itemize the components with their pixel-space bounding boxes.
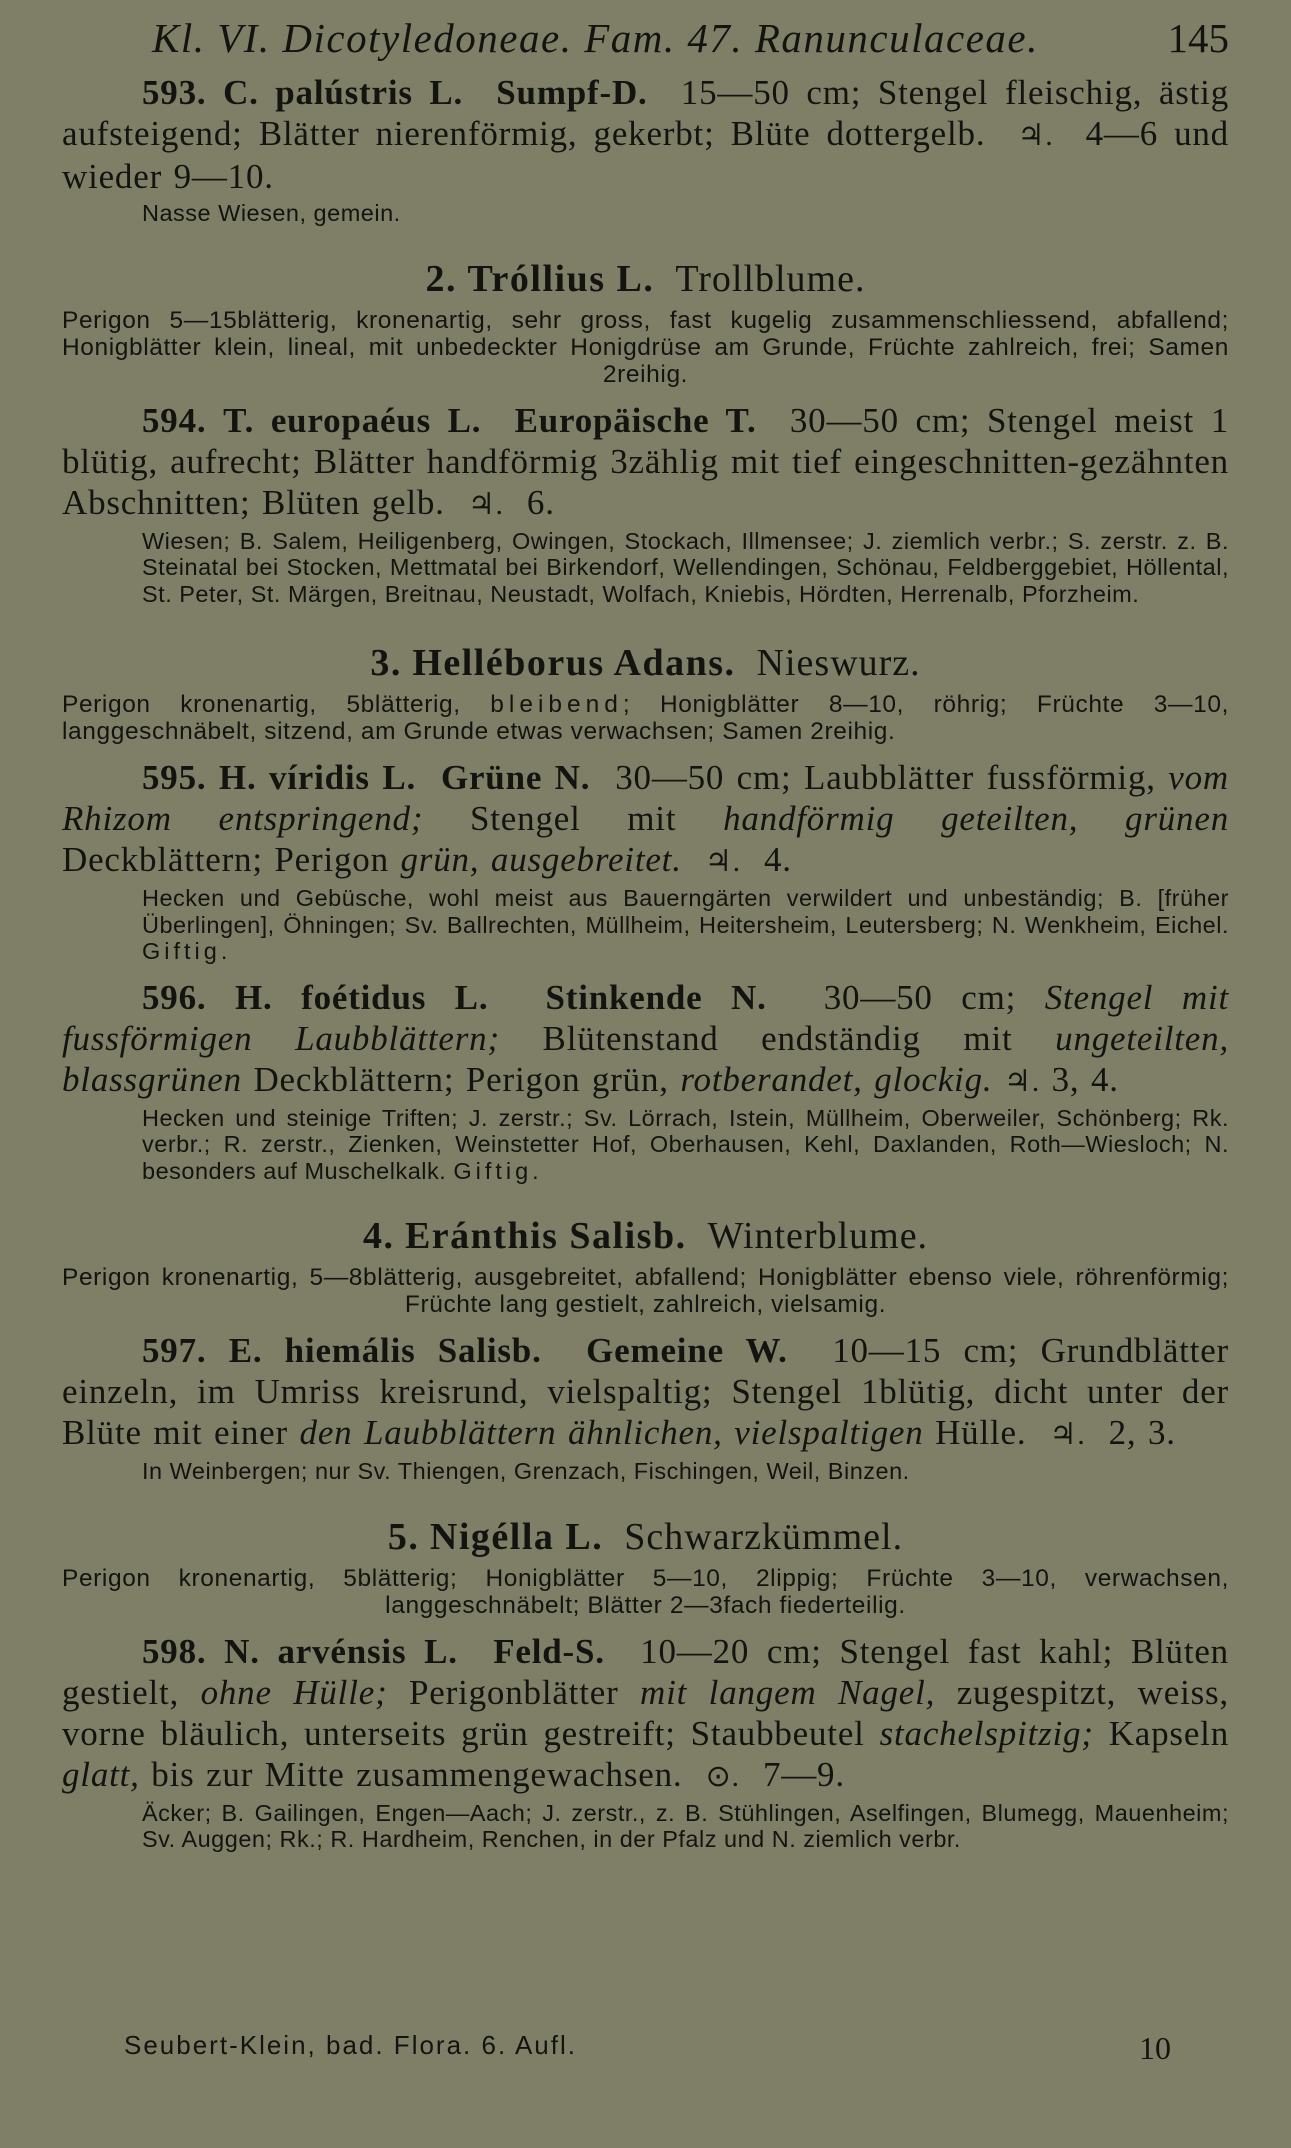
species-text: 596. H. foétidus L. Stinkende N. 30—50 cm; Stengel mit fussförmigen Laubblättern; Blütenstand endständig mit ungeteilten, blassgrünen Deckblättern; Perigon grün, rotberandet, glockig. ♃. 3, 4. — [62, 977, 1230, 1099]
genus-heading-nigella: 5. Nigélla L. Schwarzkümmel. — [387, 1515, 904, 1558]
species-text: 594. T. europaéus L. Europäische T. 30—50 cm; Stengel meist 1 blütig, aufrecht; Blätter handförmig 3zählig mit tief eingeschnitten-gezähnten Abschnitten; Blüten gelb. ♃. 6. — [62, 400, 1230, 522]
species-name: C. palústris L. — [223, 73, 464, 112]
habitat-note: Nasse Wiesen, gemein. — [142, 200, 401, 226]
genus-description: Perigon 5—15blätterig, kronenartig, sehr gross, fast kugelig zusammenschliessend, abfallend; Honigblätter klein, lineal, mit unbedeckter Honigdrüse am Grunde, Früchte zahlreich, frei; Samen 2reihig. — [62, 306, 1229, 388]
signature-mark: 10 — [1139, 2030, 1171, 2066]
genus-heading-helleborus: 3. Helléborus Adans. Nieswurz. — [370, 642, 921, 684]
species-596 — [62, 977, 1229, 1185]
page-number: 145 — [1167, 15, 1229, 61]
species-name: E. hiemális Salisb. — [228, 1331, 542, 1370]
perennial-symbol: ♃. — [1017, 119, 1054, 152]
genus-common-name: Schwarzkümmel. — [624, 1515, 904, 1558]
perennial-symbol: ♃. — [467, 487, 504, 521]
common-name: Sumpf-D. — [496, 73, 648, 112]
habitat-note: Äcker; B. Gailingen, Engen—Aach; J. zerstr., z. B. Stühlingen, Aselfingen, Blumegg, Mauenheim; Sv. Auggen; Rk.; R. Hardheim, Renchen, in der Pfalz und N. ziemlich verbr. — [142, 1799, 1229, 1852]
species-594 — [62, 400, 1229, 608]
genus-description: Perigon kronenartig, 5blätterig; Honigblätter 5—10, 2lippig; Früchte 3—10, verwachsen, langgeschnäbelt; Blätter 2—3fach fiederteilig. — [62, 1564, 1229, 1619]
genus-heading-eranthis: 4. Eránthis Salisb. Winterblume. — [362, 1215, 929, 1257]
species-name: T. europaéus L. — [223, 400, 482, 440]
species-number: 593. — [142, 73, 207, 112]
genus-heading-trollius: 2. Tróllius L. Trollblume. — [425, 257, 866, 300]
common-name: Grüne N. — [440, 758, 591, 797]
species-593 — [62, 72, 1229, 227]
toxicity-warning: Giftig. — [142, 938, 232, 964]
species-name: N. arvénsis L. — [224, 1631, 458, 1671]
species-text: 595. H. víridis L. Grüne N. 30—50 cm; Laubblätter fussförmig, vom Rhizom entspringend; Stengel mit handförmig geteilten, grünen Deckblättern; Perigon grün, ausgebreitet. ♃. 4. — [62, 758, 1229, 879]
common-name: Feld-S. — [493, 1631, 605, 1671]
common-name: Stinkende N. — [545, 977, 767, 1017]
species-597 — [62, 1330, 1229, 1485]
running-head — [62, 0, 1229, 60]
species-name: H. víridis L. — [218, 758, 417, 797]
annual-symbol: ⊙. — [705, 1759, 740, 1793]
genus-description: Perigon kronenartig, 5blätterig, bleibend; Honigblätter 8—10, röhrig; Früchte 3—10, langgeschnäbelt, sitzend, am Grunde etwas verwachsen; Samen 2reihig. — [62, 691, 1229, 745]
perennial-symbol: ♃. — [704, 845, 741, 878]
species-name: H. foétidus L. — [235, 977, 489, 1017]
running-title: Kl. VI. Dicotyledoneae. Fam. 47. Ranunculaceae. — [152, 15, 1039, 61]
habitat-note: Hecken und steinige Triften; J. zerstr.; Sv. Lörrach, Istein, Müllheim, Oberweiler, Schönberg; Rk. verbr.; R. zerstr., Zienken, Weinstetter Hof, Oberhausen, Kehl, Daxlanden, Roth—Wiesloch; N. besonders auf Muschelkalk. Giftig. — [142, 1104, 1229, 1184]
genus-common-name: Winterblume. — [707, 1215, 929, 1257]
common-name: Europäische T. — [514, 400, 757, 440]
species-text: 593. C. palústris L. Sumpf-D. 15—50 cm; Stengel fleischig, ästig aufsteigend; Blätter nierenförmig, gekerbt; Blüte dottergelb. ♃. 4—6 und wieder 9—10. — [62, 73, 1230, 196]
genus-name: Nigélla L. — [429, 1515, 604, 1558]
species-595 — [62, 757, 1229, 965]
source-line: Seubert-Klein, bad. Flora. 6. Aufl. — [124, 2030, 577, 2060]
habitat-note: In Weinbergen; nur Sv. Thiengen, Grenzach, Fischingen, Weil, Binzen. — [142, 1458, 910, 1484]
genus-name: Tróllius L. — [467, 257, 655, 300]
species-598 — [62, 1631, 1229, 1853]
page-footer — [124, 2030, 1171, 2067]
habitat-note: Wiesen; B. Salem, Heiligenberg, Owingen, Stockach, Illmensee; J. ziemlich verbr.; S. zerstr. z. B. Steinatal bei Stocken, Mettmatal bei Birkendorf, Wellendingen, Schönau, Feldberggebiet, Höllental, St. Peter, St. Märgen, Breitnau, Neustadt, Wolfach, Kniebis, Hördten, Herrenalb, Pforzheim. — [142, 527, 1229, 607]
flowering-period: 4—6 und wieder 9—10. — [62, 114, 1229, 196]
toxicity-warning: Giftig. — [453, 1157, 543, 1184]
genus-name: Helléborus Adans. — [412, 642, 736, 684]
species-text: 597. E. hiemális Salisb. Gemeine W. 10—15 cm; Grundblätter einzeln, im Umriss kreisrund, vielspaltig; Stengel 1blütig, dicht unter der Blüte mit einer den Laubblättern ähnlichen, vielspaltigen Hülle. ♃. 2, 3. — [62, 1331, 1230, 1452]
genus-common-name: Nieswurz. — [756, 642, 921, 684]
habitat-note: Hecken und Gebüsche, wohl meist aus Bauerngärten verwildert und unbeständig; B. [früher Überlingen], Öhningen; Sv. Ballrechten, Müllheim, Heitersheim, Leutersberg; N. Wenkheim, Eichel. Giftig. — [142, 885, 1229, 964]
genus-name: Eránthis Salisb. — [404, 1215, 687, 1257]
common-name: Gemeine W. — [586, 1331, 788, 1370]
perennial-symbol: ♃. — [1004, 1064, 1040, 1098]
genus-common-name: Trollblume. — [675, 257, 866, 300]
species-text: 598. N. arvénsis L. Feld-S. 10—20 cm; Stengel fast kahl; Blüten gestielt, ohne Hülle; Perigonblätter mit langem Nagel, zugespitzt, weiss, vorne bläulich, unterseits grün gestreift; Staubbeutel stachelspitzig; Kapseln glatt, bis zur Mitte zusammengewachsen. ⊙. 7—9. — [62, 1631, 1229, 1794]
genus-description: Perigon kronenartig, 5—8blätterig, ausgebreitet, abfallend; Honigblätter ebenso viele, röhrenförmig; Früchte lang gestielt, zahlreich, vielsamig. — [62, 1264, 1229, 1318]
perennial-symbol: ♃. — [1049, 1418, 1086, 1451]
